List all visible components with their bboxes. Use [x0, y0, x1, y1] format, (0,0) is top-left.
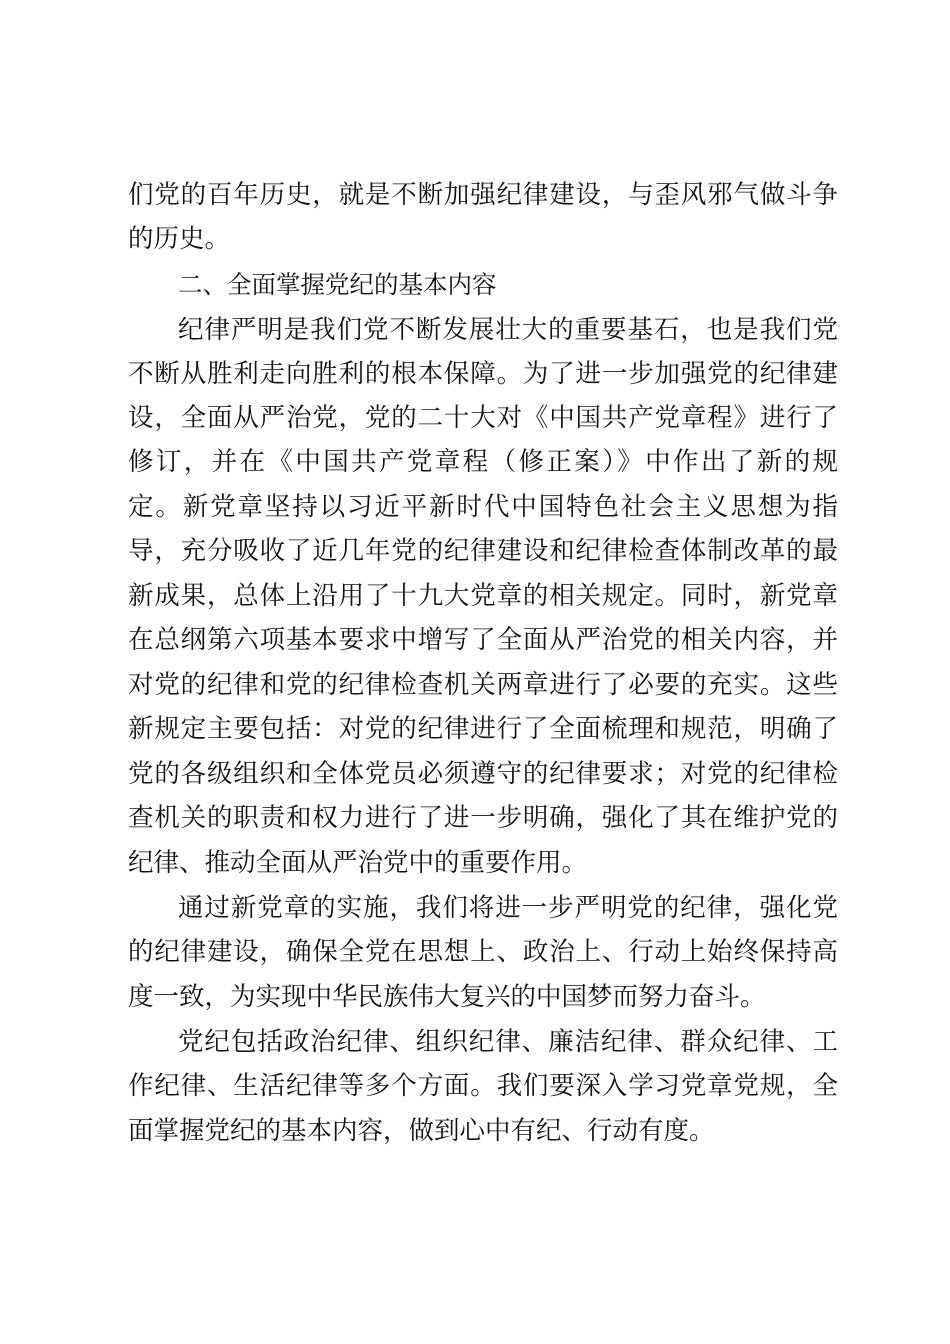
body-line: 查机关的职责和权力进行了进一步明确，强化了其在维护党的	[128, 803, 838, 833]
body-line: 的历史。	[128, 224, 231, 254]
body-line: 修订，并在《中国共产党章程（修正案）》中作出了新的规	[128, 447, 838, 477]
body-line: 们党的百年历史，就是不断加强纪律建设，与歪风邪气做斗争	[128, 180, 838, 210]
body-line: 设，全面从严治党，党的二十大对《中国共产党章程》进行了	[128, 403, 838, 433]
section-heading: 二、全面掌握党纪的基本内容	[178, 270, 497, 299]
body-line: 导，充分吸收了近几年党的纪律建设和纪律检查体制改革的最	[128, 536, 838, 566]
body-line: 通过新党章的实施，我们将进一步严明党的纪律，强化党	[178, 893, 838, 923]
body-line: 纪律严明是我们党不断发展壮大的重要基石，也是我们党	[178, 315, 838, 345]
body-line: 面掌握党纪的基本内容，做到心中有纪、行动有度。	[128, 1116, 715, 1146]
body-line: 不断从胜利走向胜利的根本保障。为了进一步加强党的纪律建	[128, 359, 838, 389]
body-line: 度一致，为实现中华民族伟大复兴的中国梦而努力奋斗。	[128, 982, 766, 1012]
body-line: 党纪包括政治纪律、组织纪律、廉洁纪律、群众纪律、工	[178, 1027, 838, 1057]
body-line: 纪律、推动全面从严治党中的重要作用。	[128, 848, 588, 878]
body-line: 在总纲第六项基本要求中增写了全面从严治党的相关内容，并	[128, 625, 838, 655]
body-line: 党的各级组织和全体党员必须遵守的纪律要求；对党的纪律检	[128, 759, 838, 789]
body-line: 新成果，总体上沿用了十九大党章的相关规定。同时，新党章	[128, 581, 838, 611]
body-line: 作纪律、生活纪律等多个方面。我们要深入学习党章党规，全	[128, 1071, 838, 1101]
body-line: 对党的纪律和党的纪律检查机关两章进行了必要的充实。这些	[128, 670, 838, 700]
body-line: 定。新党章坚持以习近平新时代中国特色社会主义思想为指	[128, 492, 838, 522]
body-line: 的纪律建设，确保全党在思想上、政治上、行动上始终保持高	[128, 937, 838, 967]
body-line: 新规定主要包括：对党的纪律进行了全面梳理和规范，明确了	[128, 714, 838, 744]
